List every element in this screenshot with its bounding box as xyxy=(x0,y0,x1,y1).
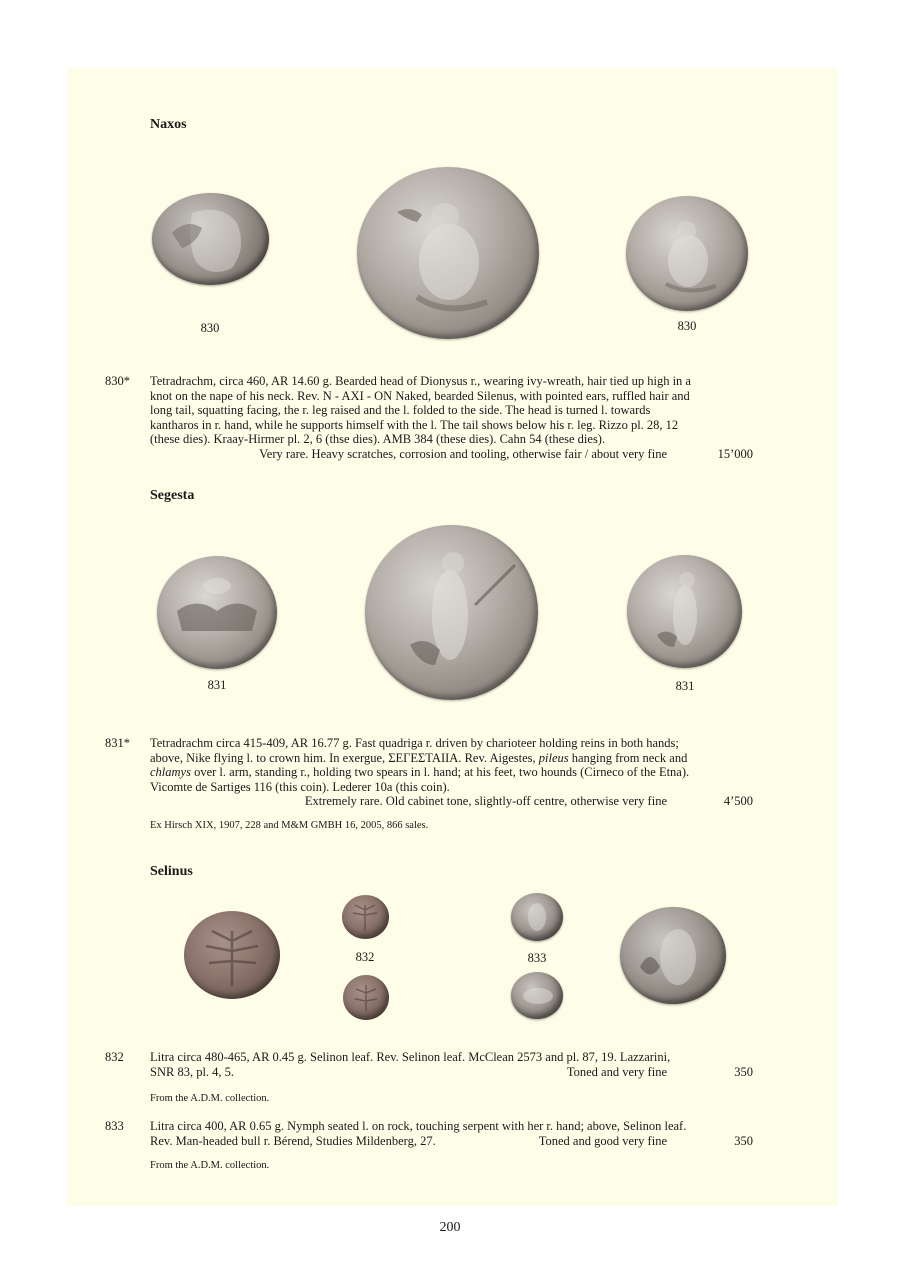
lot-line-italic: pileus xyxy=(538,750,569,765)
coin-830-reverse-small-image xyxy=(626,196,748,311)
section-heading-naxos: Naxos xyxy=(150,117,187,132)
lot-description xyxy=(150,736,753,809)
nymph-seated-icon xyxy=(620,907,726,1004)
coin-833-label: 833 xyxy=(527,951,547,965)
lot-grade: Very rare. Heavy scratches, corrosion and tooling, otherwise fair / about very fine xyxy=(259,446,667,461)
coin-831-right-label: 831 xyxy=(675,679,695,693)
lot-line-text: above, Nike flying l. to crown him. In exergue, ΣΕΓΕΣΤΑΙΙΑ. Rev. Aigestes, xyxy=(150,750,539,765)
coin-830-reverse-large-image xyxy=(357,167,539,339)
lot-grade-row xyxy=(150,794,753,809)
lot-grade-row xyxy=(150,1065,753,1080)
lot-description xyxy=(150,1119,753,1148)
coin-831-reverse-small-image xyxy=(627,555,742,668)
lot-description xyxy=(150,374,753,462)
lot-line: (these dies). Kraay-Hirmer pl. 2, 6 (thse dies). AMB 384 (these dies). Cahn 54 (these dies). xyxy=(150,432,606,447)
silenus-figure-icon xyxy=(626,196,748,311)
lot-line: Tetradrachm, circa 460, AR 14.60 g. Bearded head of Dionysus r., wearing ivy-wreath, hair tied up high in a xyxy=(150,374,691,388)
lot-grade: Extremely rare. Old cabinet tone, slightly-off centre, otherwise very fine xyxy=(304,794,667,809)
section-heading-selinus: Selinus xyxy=(150,864,193,879)
lot-831-provenance: Ex Hirsch XIX, 1907, 228 and M&M GMBH 16, 2005, 866 sales. xyxy=(150,820,429,831)
lot-line: Vicomte de Sartiges 116 (this coin). Lederer 10a (this coin). xyxy=(150,779,450,794)
selinon-leaf-icon xyxy=(184,911,280,999)
lot-price: 350 xyxy=(734,1064,753,1079)
coin-832-label: 832 xyxy=(355,950,375,964)
coin-833-obverse-enlarged-image xyxy=(620,907,726,1004)
lot-price: 4’500 xyxy=(723,794,753,809)
lot-grade: Toned and good very fine xyxy=(538,1133,667,1148)
lot-description xyxy=(150,1050,753,1079)
lot-line xyxy=(150,751,753,766)
lot-price: 350 xyxy=(734,1133,753,1148)
lot-line-text: hanging from neck and xyxy=(568,750,688,765)
coin-831-reverse-large-image xyxy=(365,525,538,700)
lot-line: Tetradrachm circa 415-409, AR 16.77 g. Fast quadriga r. driven by charioteer holding reins in both hands; xyxy=(150,736,679,750)
lot-line xyxy=(150,765,753,780)
aigestes-hunter-icon xyxy=(365,525,538,700)
aigestes-hunter-icon xyxy=(627,555,742,668)
nymph-seated-icon xyxy=(511,893,563,941)
silenus-figure-icon xyxy=(357,167,539,339)
selinon-leaf-icon xyxy=(343,975,389,1020)
lot-832-provenance: From the A.D.M. collection. xyxy=(150,1093,270,1104)
selinon-leaf-icon xyxy=(342,895,389,939)
coin-830-right-label: 830 xyxy=(677,319,697,333)
dionysus-head-icon xyxy=(152,193,269,285)
lot-line: kantharos in r. hand, while he supports himself with the l. The tail shows below his r. leg. Rizzo pl. 28, 12 xyxy=(150,417,679,432)
lot-grade-row xyxy=(150,447,753,462)
lot-line: knot on the nape of his neck. Rev. N - AXI - ON Naked, bearded Silenus, with pointed ears, ruffled hair and xyxy=(150,388,690,403)
lot-833-provenance: From the A.D.M. collection. xyxy=(150,1160,270,1171)
lot-number: 833 xyxy=(105,1119,124,1133)
coin-832-reverse-image xyxy=(343,975,389,1020)
lot-number: 831* xyxy=(105,736,130,750)
coin-832-obverse-enlarged-image xyxy=(184,911,280,999)
lot-number: 830* xyxy=(105,374,130,388)
lot-line: Litra circa 400, AR 0.65 g. Nymph seated l. on rock, touching serpent with her r. hand; above, Selinon leaf. xyxy=(150,1119,687,1133)
lot-line-text: over l. arm, standing r., holding two spears in l. hand; at his feet, two hounds (Cirneco of the Etna). xyxy=(190,765,690,780)
lot-line: Rev. Man-headed bull r. Bérend, Studies Mildenberg, 27. xyxy=(150,1133,436,1148)
coin-833-reverse-image xyxy=(511,972,563,1019)
coin-832-obverse-image xyxy=(342,895,389,939)
lot-line: Litra circa 480-465, AR 0.45 g. Selinon leaf. Rev. Selinon leaf. McClean 2573 and pl. 87, 19. Lazzarini, xyxy=(150,1050,671,1064)
coin-833-obverse-image xyxy=(511,893,563,941)
lot-line-italic: chlamys xyxy=(150,765,191,780)
lot-price: 15’000 xyxy=(717,446,753,461)
coin-831-obverse-image xyxy=(157,556,277,669)
quadriga-icon xyxy=(157,556,277,669)
lot-line: SNR 83, pl. 4, 5. xyxy=(150,1064,235,1079)
coin-830-left-label: 830 xyxy=(200,321,220,335)
section-heading-segesta: Segesta xyxy=(150,488,195,503)
coin-831-left-label: 831 xyxy=(207,678,227,692)
lot-line: long tail, squatting facing, the r. leg raised and the l. folded to the side. The head is turned l. towards xyxy=(150,403,651,418)
page-number: 200 xyxy=(439,1220,461,1235)
coin-830-obverse-image xyxy=(152,193,269,285)
lot-grade-row xyxy=(150,1134,753,1149)
lot-grade: Toned and very fine xyxy=(566,1064,667,1079)
lot-number: 832 xyxy=(105,1050,124,1064)
man-headed-bull-icon xyxy=(511,972,563,1019)
